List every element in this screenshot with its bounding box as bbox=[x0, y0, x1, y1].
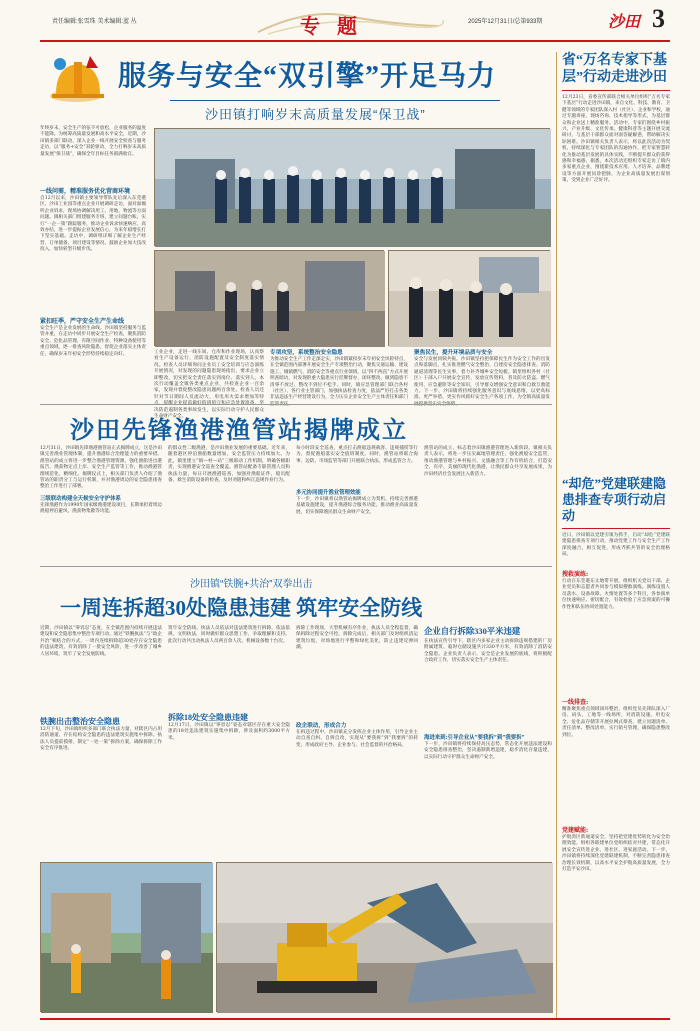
sidebar-story-2-body: 近日，沙田镇以党建引领为抓手，启动“却危”党建联建隐患排查专项行动，推动党建工作与安全生产工作深度融合、相互促进，形成齐抓共管的安全治理格局。 bbox=[562, 533, 670, 558]
lead-column-3 bbox=[270, 350, 408, 401]
lead-section-2-body: 安全生产是企业发展的生命线。沙田镇坚持服务与监管并重，在走访中同步开展安全生产检查，聚焦消防安全、危化品管理、有限空间作业、特种设备使用等重点领域，逐一排查风险隐患，督促企业落实主体责任，确保岁末年初安全形势持续稳定向好。 bbox=[40, 326, 146, 357]
lead-column-4 bbox=[414, 350, 550, 401]
lead-section-3-body: 为推动安全生产工作走深走实，沙田镇紧扣岁末年初安全风险特点，在全镇范围内部署开展安全生产专项整治行动，聚焦交通运输、建设施工、城镇燃气、消防安全等重点行业领域，以“四不两直”方式开展明查暗访，对发现的重大隐患实行挂牌督办，闭环整改，做到隐患不清零不放过、整改不到位不松手。同时，镇应急管理部门联合各村（社区）、各行业主管部门，加强执法检查力度，依法严厉打击各类非法违法生产经营建设行为，全力压实企业安全生产主体责任和部门 bbox=[270, 357, 408, 401]
lead-section-1-head: 一线问需，精准服务优化营商环境 bbox=[40, 188, 131, 195]
excavator-demolition-photo-icon bbox=[217, 863, 553, 1013]
sidebar-story-2 bbox=[562, 476, 670, 1016]
sidebar-story-2-title: “却危”党建联建隐患排查专项行动启动 bbox=[562, 476, 667, 523]
middle-column-1-sub: 三级联动构建全天候安全守护体系 bbox=[40, 496, 121, 502]
bottom-column-2-text: 筑牢安全防线。执法人员依法对违法建筑进行拆除，依法依规、文明执法，同时做好群众思想工作，争取理解和支持。此次行动共出动执法人员两百余人次，机械设备数十台次。 bbox=[168, 626, 290, 644]
bottom-column-3 bbox=[296, 626, 418, 856]
lead-subtitle: 沙田镇打响岁末高质量发展“保卫战” bbox=[205, 107, 426, 122]
bottom-column-3-text: 拆除工作现场，大型机械有序作业，执法人员全程监督，确保拆除过程安全可控。拆除完成后，相关部门及时组织清运建筑垃圾，对场地进行平整和绿化美化，防止违建反弹回潮。 bbox=[296, 626, 418, 651]
bottom-column-1-tail: 12月下旬，沙田镇组织多部门联合执法力量，对辖区内占用消防通道、存在结构安全隐患的违法建筑实施集中拆除。执法人员提前摸排，制定“一处一策”拆除方案，确保拆除工作安全有序推进。 bbox=[40, 727, 162, 752]
editor-line: 责任编辑:张雪珠 美术编辑:蓝 丛 bbox=[52, 19, 137, 25]
bottom-column-2-sub: 拆除18处安全隐患违建 bbox=[168, 713, 248, 722]
sidebar-sub-1-body: 行动在东莞港东太地带开展，组织机关党员干部、企业党员和志愿者共同参与模拟搜救演练。演练设置人员落水、设备故障、火情处置等多个科目，各参演单位快速响应、密切配合，有效检验了应急预案的可操作性和队伍协同处置能力。 bbox=[562, 579, 670, 610]
sidebar-sub-3-body: 护航湾区新通道安全，坚持把党建优势转化为安全治理效能，组织各联建单位党组织结对共建，常态化开展安全宣传进企业、进社区、进家庭活动。下一步，沙田镇将持续深化党建联建机制，不断完善隐患排查治理长效机制，以高水平安全护航高质量发展，全力打造平安沙田。 bbox=[562, 835, 670, 873]
sidebar-story-1 bbox=[562, 52, 670, 472]
page-number: 3 bbox=[652, 4, 665, 33]
section-banner bbox=[248, 6, 448, 38]
sidebar-divider bbox=[556, 52, 557, 1018]
bottom-photo-right bbox=[216, 862, 552, 1012]
bottom-column-3-tail: 在拆违过程中，沙田镇充分发挥企业主体作用，引导企业主动自查自纠、自拆自改，实现从“要我拆”到“我要拆”的转变，形成政府主导、企业参与、社会监督的共治格局。 bbox=[296, 730, 418, 748]
middle-column-3-sub: 多元协同提升渔业管理效能 bbox=[296, 490, 361, 496]
bottom-column-4-title: 企业自行拆除330平米违建 bbox=[424, 627, 521, 636]
lead-section-4-head: 聚焦民生，提升环境品质与安全 bbox=[414, 350, 493, 356]
bottom-story-body bbox=[40, 626, 552, 856]
sidebar-sub-3-head: 党建赋能: bbox=[562, 827, 589, 834]
bottom-column-2-tail: 12月17日，沙田镇以“零容忍”姿态对辖区存在重大安全隐患的18处违法建筑实施集中拆除，涉及面积约3000平方米。 bbox=[168, 723, 290, 741]
bottom-kicker: 沙田镇“铁腕+共治”双拳出击 bbox=[190, 579, 313, 590]
sidebar-sub-2-head: 一线排查: bbox=[562, 699, 589, 706]
office-meeting-photo-icon bbox=[389, 251, 551, 347]
bottom-column-1 bbox=[40, 626, 162, 856]
bottom-column-4-tail: 下一步，沙田镇将持续保持高压态势，常态化开展违法建设和安全隐患排查整治，坚决遏制新增违建，稳步消化存量违建，以实际行动守护群众生命财产安全。 bbox=[424, 742, 552, 760]
subtitle-rule bbox=[170, 100, 500, 101]
lead-column-2: 工业企业，走进一线车间、仓库和作业现场，认真察看生产设备运行、消防设施配置及安全制度落实情况。检查人员详细询问企业员工安全培训与应急演练开展情况，对发现的问题隐患现场指出，要求企业立即整改，切实把安全责任落实到岗位、落实到人。本次行动覆盖全镇各类重点企业，共检查企业一百余家，发现并督促整改隐患问题两百余处。检查人员还针对节日期间人员流动大、用电用火需求增加等特 决防范遏制各类事故发生，以实际行动守护人民群众生命财产安全。 bbox=[154, 350, 264, 420]
bottom-headline: 一周连拆超30处隐患违建 筑牢安全防线 bbox=[60, 596, 423, 620]
lead-column-1 bbox=[40, 126, 146, 394]
lead-photo-main bbox=[154, 128, 550, 246]
brand-logo: 沙田 bbox=[608, 14, 641, 31]
lead-section-4-body: 安全与发展同频共振。沙田镇坚持把保障民生作为安全工作的出发点和落脚点，扎实推进燃气安全整治、自建房安全隐患排查、消防通道清理等民生实事，着力补齐城乡安全短板。镇里组织各村（社区）干部入户开展安全宣传，发放宣传资料，普及防火防盗、燃气使用、应急避险等安全知识，引导群众增强安全意识和自救互救能力。下一步，沙田镇将持续强化服务意识与底线思维，以更高标准、更严举措、更实作风抓好安全生产各项工作，为全镇高质量发 bbox=[414, 357, 550, 401]
lead-intro: 年终岁末，安全生产的弦不可放松，企业服务的温度不能降。为统筹高质量发展和高水平安全，近期，沙田镇多部门联动，深入企业一线开展安全检查与服务走访，以“服务+安全”双轮驱动，全力打响岁末高质量发展“保卫战”，确保全年目标任务圆满收官。 bbox=[40, 126, 146, 157]
lead-section-3-head: 专项攻坚，系统整治安全隐患 bbox=[270, 350, 343, 356]
bottom-column-4-text: 在执法宣传引导下，辖区内多家企业主动拆除违规搭建的厂房附属建筑、临时仓储设施共计330平方米，有效消除了消防安全隐患。企业负责人表示，安全是企业发展的底线，将积极配合政府工作，切实落实安全生产主体责任。 bbox=[424, 639, 552, 664]
bottom-column-3-sub: 政企联动，形成合力 bbox=[296, 723, 347, 729]
middle-headline: 沙田先锋渔港渔管站揭牌成立 bbox=[70, 418, 408, 444]
sidebar-sub-2-body: 精准聚焦重点领域闭环整治，组织党员先锋队深入厂房、码头、工地等一线场所，对消防设施、用电安全、危化品存储等开展拉网式排查，建立问题清单、责任清单、整改清单，实行销号管理，确保隐患整改到位。 bbox=[562, 707, 670, 738]
safety-illustration bbox=[46, 50, 110, 110]
lead-photo-right bbox=[388, 250, 550, 346]
masthead-rule bbox=[40, 40, 670, 42]
middle-story-body bbox=[40, 446, 552, 561]
middle-column-1 bbox=[40, 446, 162, 561]
middle-column-1-text: 12月31日，沙田镇先锋渔港渔管站正式揭牌成立，这是沙田镇完善渔业管理体制、提升渔港综合治理能力的重要举措。渔管站的成立将进一步整合渔港管理资源，强化渔船进出港报告、渔获物定点上岸、安全生产监管等工作，推动渔港管理规范化、精细化。揭牌仪式上，相关部门负责人介绍了渔管站的职责分工与运行机制，并对渔港周边的安全隐患排查整治工作进行了部署。 bbox=[40, 446, 162, 490]
date-issue: 2025年12月31日/总第933期 bbox=[468, 19, 543, 25]
lead-section-2-head: 紧扣旺季，严守安全生产生命线 bbox=[40, 318, 125, 325]
footer-rule bbox=[40, 1018, 670, 1020]
bottom-top-rule bbox=[40, 566, 552, 567]
demolition-workers-photo-icon bbox=[41, 863, 213, 1013]
bottom-column-1-sub: 铁腕出击整治安全隐患 bbox=[40, 717, 120, 726]
masthead bbox=[0, 0, 700, 46]
sidebar-story-2-rule bbox=[562, 528, 670, 529]
middle-column-3-tail: 下一步，沙田镇将以渔管站揭牌成立为契机，持续完善渔港基础设施建设，提升渔港综合服务功能，推动渔业高质量发展，切实保障渔民群众生命财产安全。 bbox=[296, 497, 418, 515]
middle-column-2: 的群众性二级渔港，是沙田渔业发展的重要基础。近年来，随着港区停泊渔船数量增加，安全监管压力持续加大。为此，镇里建立“镇—村—站”三级联动工作机制，明确各级职责，实现渔港安全巡查全覆盖。渔管站配备专职管理人员和执法力量，每日开展渔港巡查，加强对渔船证件、船员配备、救生消防设备的检查，及时劝阻和纠正违规作业行为。 bbox=[168, 446, 290, 484]
sidebar-sub-1-head: 搜救演练: bbox=[562, 571, 589, 578]
middle-top-rule bbox=[40, 404, 552, 405]
lead-section-1-body: 自12月以来，沙田镇主要领导带队先后深入东莞港区、沙田工业园等重点企业开展调研走访，面对面倾听企业诉求，现场协调解决用工、用地、物流等方面问题。镇相关部门组建服务专班，建立问题台账，实行“一企一策”跟踪服务，推动企业诉求快速响应、高效办结，进一步提振企业发展信心，为来年稳增长打下坚实基础。走访中，调研组详细了解企业生产经营、订单储备、项目建设等情况，鼓励企业加大技改投入，加快转型升级步伐。 bbox=[40, 196, 146, 253]
inspection-team-photo-icon bbox=[155, 129, 551, 247]
sidebar-story-1-title: 省“万名专家下基层”行动走进沙田 bbox=[562, 53, 667, 85]
middle-column-1-tail: 先锋渔港作为1990年国家级渔港建设项目，长期承担着周边渔船停泊避风、渔获物集散等功能。 bbox=[40, 503, 162, 515]
middle-column-4: 渔管站的成立，标志着沙田镇渔港管理进入新阶段。镇相关负责人表示，将进一步压实属地管理责任，强化渔船安全监管，推动渔港管理与乡村振兴、文旅融合等工作有机结合，打造安全、有序、美丽的现代化渔港，让渔民群众共享发展成果，为沙田经济社会发展注入新活力。 bbox=[424, 446, 552, 477]
bottom-column-1-text: 近期，沙田镇以“零容忍”态度，在全镇范围内持续开展违法建设和安全隐患集中整治专项行动。通过“铁腕执法”与“政企共治”相结合的方式，一周内连续拆除超30处存在安全隐患的违法建筑，有效消除了一批安全风险，进一步改善了城乡人居环境，筑牢了安全发展防线。 bbox=[40, 626, 162, 657]
middle-column-3 bbox=[296, 446, 418, 561]
bottom-column-4 bbox=[424, 626, 552, 856]
lead-photo-left bbox=[154, 250, 384, 346]
hard-hat-icon bbox=[46, 50, 110, 110]
sidebar-story-1-rule bbox=[562, 90, 670, 91]
lead-headline: 服务与安全“双引擎”开足马力 bbox=[118, 61, 497, 92]
bottom-photo-left bbox=[40, 862, 212, 1012]
lead-title-block bbox=[40, 46, 552, 128]
bottom-column-4-sub: 海进来到:引导企业从“要我拆”到“我要拆” bbox=[424, 735, 525, 741]
middle-column-3-text: 每小时段安全巡查，重点打击渔船违规载客、违规捕捞等行为，督促渔船落实安全值班制度。同时，渔管站将联合海事、边防、市场监管等部门开展联合执法，形成监管合力。 bbox=[296, 446, 418, 464]
sidebar-story-1-body: 12月23日，省委宣传部联合相关单位组织“万名专家下基层”行动走进沙田镇，来自文化、科技、教育、卫健等领域的专家团队深入村（社区）、企业和学校，通过专题讲座、现场咨询、技术指导等形式，为基层群众和企业送上精准服务。活动中，专家们围绕乡村振兴、产业升级、文化传承、健康科普等主题开展交流研讨，与基层干部群众面对面答疑解惑，帮助解决实际困难。沙田镇相关负责人表示，将以此次活动为契机，持续深化与专家团队的沟通协作，把专家智慧转化为推动基层发展的具体实践，不断提升群众的获得感和幸福感。据悉，本次活动还组织专家走访了镇内多家重点企业，围绕新技术应用、人才培养、品牌建设等方面开展问诊把脉，为企业高质量发展出谋划策，受到企业广泛好评。 bbox=[562, 95, 671, 184]
bottom-column-2 bbox=[168, 626, 290, 856]
workshop-visit-photo-icon bbox=[155, 251, 385, 347]
section-title: 专 题 bbox=[300, 16, 363, 38]
